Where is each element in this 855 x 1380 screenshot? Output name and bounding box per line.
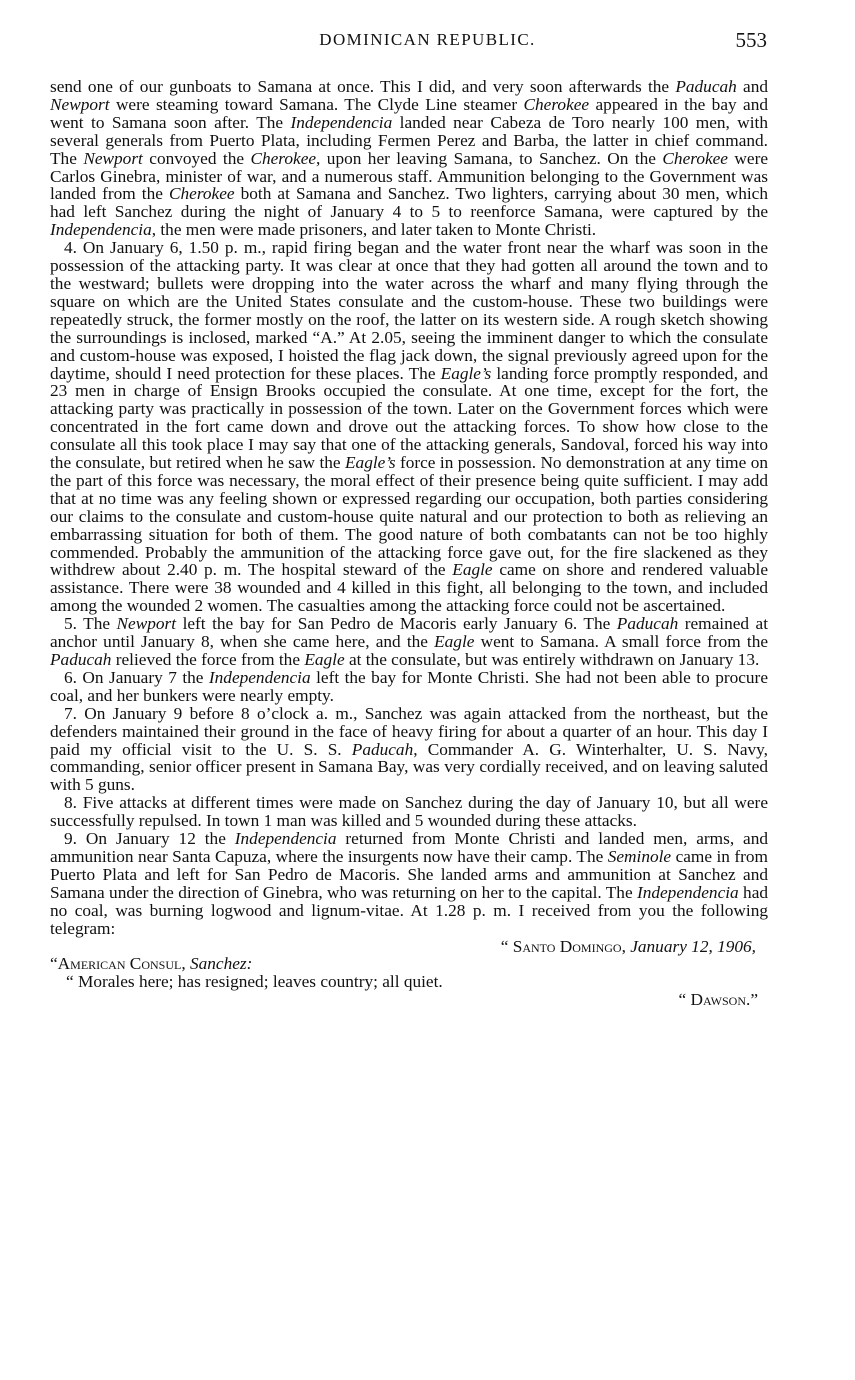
text-segment: both at Samana and Sanchez. Two lighters, carrying about 30 men, which had left Sanchez during the night of January 4 to 5 to reenforce Samana, were captured by the	[50, 184, 768, 222]
page-number: 553	[735, 28, 767, 52]
text-segment: 6. On January 7 the	[64, 667, 209, 687]
italic-text-segment: Independencia	[208, 667, 311, 687]
text-segment: 4. On January 6, 1.50 p. m., rapid firing began and the water front near the wharf was soon in the possession of the attacking party. It was clear at once that they had gotten all around the town and to the westward; bullets were dropping into the water across the wharf and many flying through the square on which are the United States consulate and the custom-house. These two buildings were repeatedly struck, the former mostly on the roof, the latter on its western side. A rough sketch showing the surroundings is inclosed, marked “A.” At 2.05, seeing the imminent danger to which the consulate and custom-house was exposed, I hoisted the flag jack down, the signal previously agreed upon for the daytime, should I need protection for these places. The	[50, 238, 768, 383]
text-segment: , upon her leaving Samana, to Sanchez. On the	[316, 148, 663, 168]
italic-text-segment: Independencia	[636, 882, 739, 902]
text-segment: 5. The	[64, 614, 117, 634]
italic-text-segment: Cherokee	[168, 184, 235, 204]
running-title: DOMINICAN REPUBLIC.	[319, 30, 536, 49]
body-text	[50, 78, 768, 1009]
text-segment: and	[736, 77, 768, 96]
paragraph-3-continuation	[50, 78, 768, 239]
italic-text-segment: Paducah	[351, 739, 414, 759]
telegram-signature: “ Dawson.”	[678, 990, 758, 1010]
text-segment: were steaming toward Samana. The Clyde Line steamer	[109, 94, 524, 114]
italic-text-segment: Paducah	[50, 650, 112, 669]
telegram-date: January 12, 1906,	[630, 936, 756, 956]
text-segment: were Carlos Ginebra, minister of war, and a numerous staff. Ammunition belonging to the Government was landed from the	[50, 148, 768, 204]
text-segment: send one of our gunboats to Samana at once. This I did, and very soon afterwards the	[50, 77, 676, 96]
italic-text-segment: Independencia	[50, 220, 152, 240]
telegram-addressee-title: “American Consul,	[50, 954, 190, 974]
text-segment: left the bay for Monte Christi. She had not been able to procure coal, and her bunkers were nearly empty.	[50, 667, 768, 705]
italic-text-segment: Eagle	[452, 560, 493, 580]
text-segment: 8. Five attacks at different times were made on Sanchez during the day of January 10, but all were successfully repulsed. In town 1 man was killed and 5 wounded during these attacks.	[50, 793, 768, 831]
text-segment: returned from Monte Christi and landed men, arms, and ammunition near Santa Capuza, where the insurgents now have their camp. The	[50, 829, 768, 866]
italic-text-segment: Eagle	[304, 650, 345, 669]
italic-text-segment: Seminole	[607, 846, 672, 866]
text-segment: relieved the force from the	[111, 650, 305, 669]
text-segment: appeared in the bay and went to Samana soon after. The	[50, 94, 768, 132]
text-segment: had no coal, was burning logwood and lignum-vitae. At 1.28 p. m. I received from you the following telegram:	[50, 882, 769, 938]
text-segment: landed near Cabeza de Toro nearly 100 men, with several generals from Puerto Plata, including Fermen Perez and Barba, the latter in chief command. The	[50, 112, 768, 168]
italic-text-segment: Eagle	[434, 632, 475, 652]
telegram-header	[50, 938, 768, 956]
italic-text-segment: Paducah	[616, 614, 679, 634]
text-segment: convoyed the	[142, 148, 251, 168]
italic-text-segment: Eagle’s	[345, 453, 396, 473]
telegram-place: “ Santo Domingo,	[500, 936, 631, 956]
telegram-addressee	[50, 955, 768, 973]
text-segment: 9. On January 12 the	[64, 829, 235, 849]
italic-text-segment: Newport	[83, 148, 143, 168]
italic-text-segment: Independencia	[234, 829, 337, 849]
italic-text-segment: Independencia	[290, 112, 393, 132]
text-segment: came on shore and rendered valuable assistance. There were 38 wounded and 4 killed in this fight, all belonging to the town, and included among the wounded 2 women. The casualties among the attacking force could not be ascertained.	[50, 560, 768, 616]
text-segment: at the consulate, but was entirely withdrawn on January 13.	[344, 650, 760, 669]
text-segment: , the men were made prisoners, and later taken to Monte Christi.	[151, 220, 597, 240]
text-segment: remained at anchor until January 8, when she came here, and the	[50, 614, 768, 652]
paragraph-4	[50, 239, 768, 615]
telegram-addressee-place: Sanchez:	[189, 954, 253, 974]
text-segment: force in possession. No demonstration at any time on the part of this force was necessary, the moral effect of their presence being quite sufficient. I may add that at no time was any feeling shown or expressed regarding our occupation, both parties considering our claims to the consulate and custom-house quite natural and our protection to both as relieving an embarrassing situation for both of them. The good nature of both combatants can not be too highly commended. Probably the ammunition of the attacking force gave out, for the fire slackened as they withdrew about 2.40 p. m. The hospital steward of the	[50, 453, 768, 580]
italic-text-segment: Cherokee	[523, 94, 590, 114]
text-segment: 7. On January 9 before 8 o’clock a. m., Sanchez was again attacked from the northeast, but the defenders maintained their ground in the face of heavy firing for about a quarter of an hour. This day I paid my official visit to the U. S. S.	[50, 703, 768, 759]
paragraph-6	[50, 669, 768, 705]
italic-text-segment: Cherokee	[662, 148, 728, 168]
paragraph-7	[50, 705, 768, 795]
paragraph-9	[50, 830, 768, 937]
paragraph-8	[50, 794, 768, 830]
italic-text-segment: Eagle’s	[440, 363, 492, 383]
text-segment: landing force promptly responded, and 23 men in charge of Ensign Brooks occupied the consulate. At one time, except for the fort, the attacking party was practically in possession of the town. Later on the Government forces which were concentrated in the fort came down and drove out the attacking forces. To show how close to the consulate all this took place I may say that one of the attacking generals, Sandoval, forced his way into the consulate, but retired when he saw the	[50, 363, 768, 473]
italic-text-segment: Newport	[50, 94, 110, 114]
italic-text-segment: Cherokee	[250, 148, 317, 168]
text-segment: , Commander A. G. Winterhalter, U. S. Navy, commanding, senior officer present in Samana Bay, was very cordially received, and on leaving saluted with 5 guns.	[50, 739, 768, 795]
telegram-message: “ Morales here; has resigned; leaves country; all quiet.	[66, 972, 443, 992]
text-segment: left the bay for San Pedro de Macoris early January 6. The	[176, 614, 617, 634]
italic-text-segment: Newport	[116, 614, 177, 634]
italic-text-segment: Paducah	[675, 77, 737, 96]
text-segment: went to Samana. A small force from the	[474, 632, 769, 652]
running-head	[0, 28, 855, 54]
paragraph-5	[50, 615, 768, 669]
text-segment: came in from Puerto Plata and left for San Pedro de Macoris. She landed arms and ammunition at Sanchez and Samana under the direction of Ginebra, who was returning on her to the capital. The	[50, 846, 768, 902]
